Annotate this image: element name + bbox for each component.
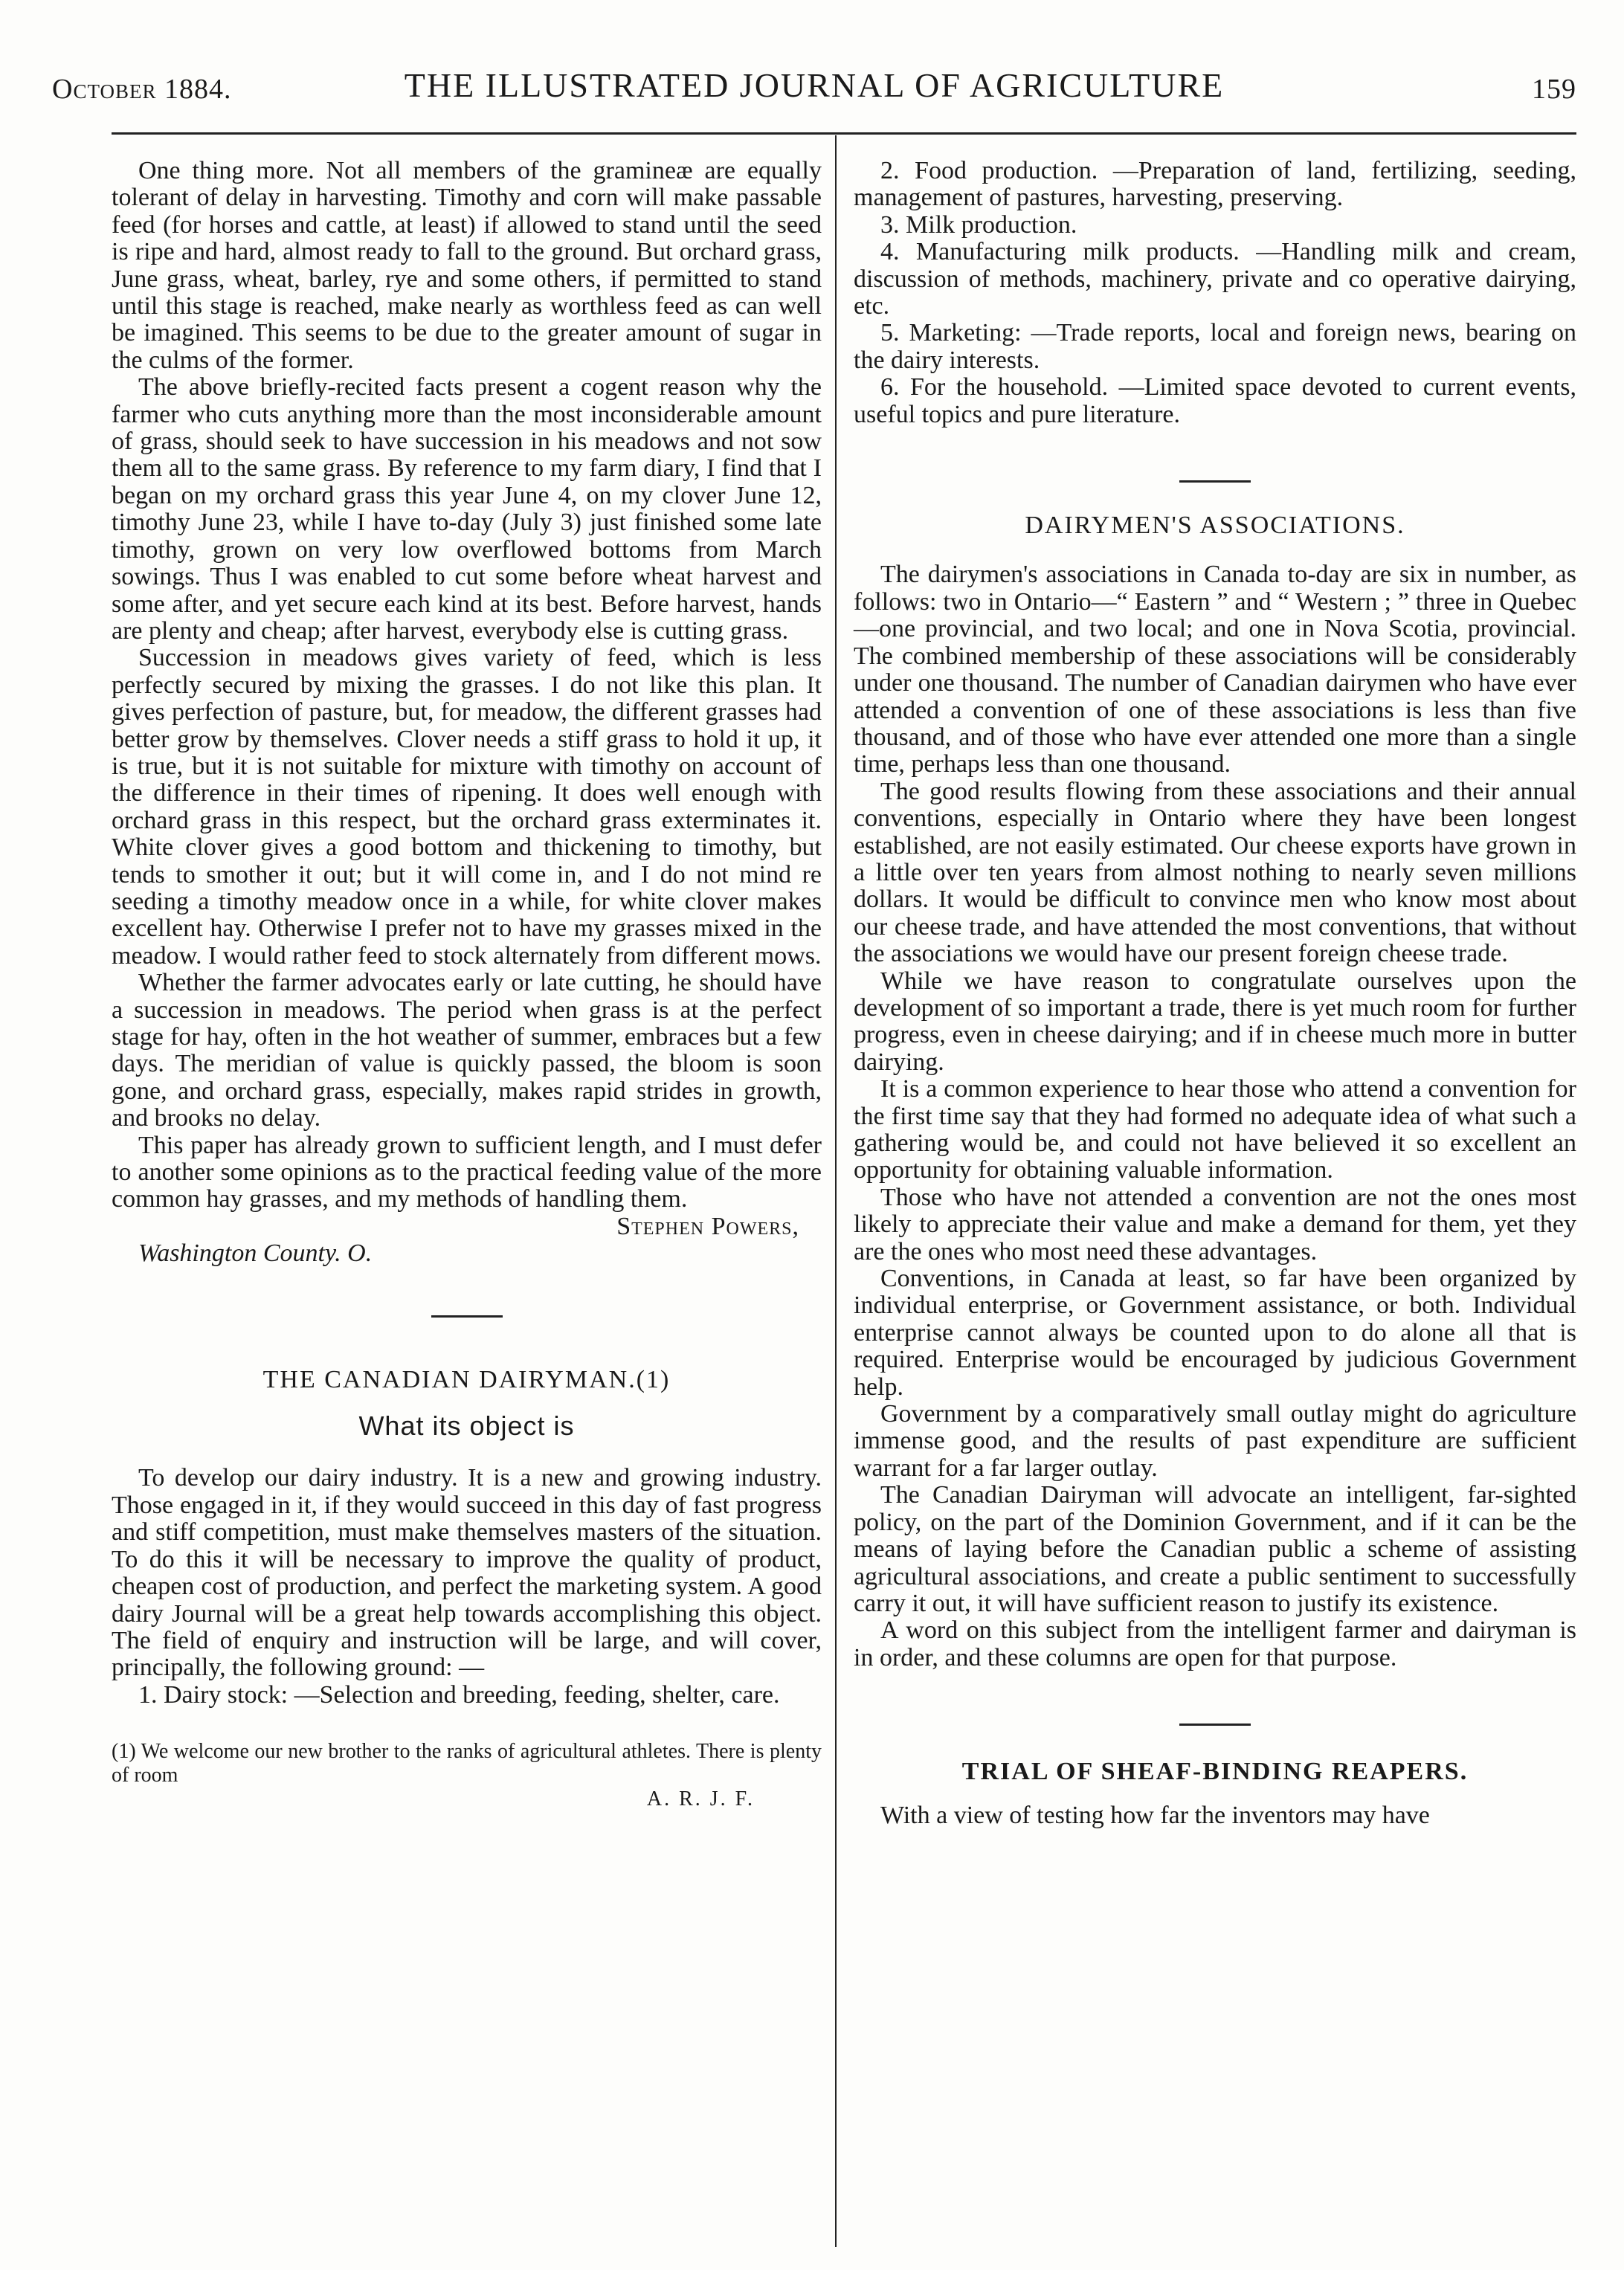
- paragraph: It is a common experience to hear those who attend a convention for the first time say that they had formed no adequate idea of what such a gathering would be, and could not have believed it so excellent an opportunity for obtaining valuable information.: [854, 1075, 1576, 1184]
- header-rule: [112, 132, 1576, 135]
- footnote-text: (1) We welcome our new brother to the ranks of agricultural athletes. There is plenty of room: [112, 1740, 822, 1787]
- section-title-canadian-dairyman: THE CANADIAN DAIRYMAN.(1): [262, 1365, 671, 1393]
- paragraph: Conventions, in Canada at least, so far have been organized by individual enterprise, or Government assistance, or both. Individual enterprise cannot always be counted upon to do alone all that is required. Enterprise would be encouraged by judicious Government help.: [854, 1265, 1576, 1401]
- paragraph: A word on this subject from the intelligent farmer and dairyman is in order, and these columns are open for that purpose.: [854, 1616, 1576, 1671]
- footnote-signature: A. R. J. F.: [646, 1787, 755, 1811]
- paragraph: With a view of testing how far the inventors may have: [880, 1801, 1430, 1829]
- ground-list: [854, 158, 1576, 428]
- paragraph: The good results flowing from these associations and their annual conventions, especially in Ontario where they have been longest established, are not easily estimated. Our cheese exports have grown in a little over ten years from almost nothing to nearly seven millions dollars. It would be difficult to convince men who know most about our cheese trade, and have attended the most conventions, that without the associations we would have our present foreign cheese trade.: [854, 777, 1576, 968]
- running-header: [52, 65, 1576, 110]
- paragraph: While we have reason to congratulate ourselves upon the development of so important a trade, there is yet much room for further progress, even in cheese dairying; and if in cheese much more in butter dairying.: [854, 967, 1576, 1076]
- paragraph: Whether the farmer advocates early or late cutting, he should have a succession in meadows. The period when grass is at the perfect stage for hay, often in the hot weather of summer, embraces but a few days. The meridian of value is quickly passed, the bloom is soon gone, and orchard grass, especially, makes rapid strides in growth, and brooks no delay.: [112, 969, 822, 1132]
- paragraph: This paper has already grown to sufficient length, and I must defer to another some opinions as to the practical feeding value of the more common hay grasses, and my methods of handling them.: [112, 1131, 822, 1213]
- section-separator: [1179, 1724, 1251, 1726]
- paragraph: The dairymen's associations in Canada to-day are six in number, as follows: two in Ontario—“ Eastern ” and “ Western ; ” three in Quebec—one provincial, and two local; and one in Nova Scotia, provincial. The combined membership of these associations will be considerably under one thousand. The number of Canadian dairymen who have ever attended a convention of one of these associations is less than five thousand, and of those who have ever attended one more than a single time, perhaps less than one thousand.: [854, 561, 1576, 778]
- left-column: [112, 158, 822, 1811]
- section-subtitle: What its object is: [358, 1410, 575, 1442]
- list-item: 3. Milk production.: [880, 210, 1077, 239]
- signature-line: [112, 1213, 822, 1240]
- paragraph: To develop our dairy industry. It is a new and growing industry. Those engaged in it, if they would succeed in this day of fast progress and stiff competition, must make themselves masters of the situation. To do this it will be necessary to improve the quality of product, cheapen cost of production, and perfect the marketing system. A good dairy Journal will be a great help towards accomplishing this object. The field of enquiry and instruction will be large, and will cover, principally, the following ground: —: [112, 1464, 822, 1682]
- list-item: 4. Manufacturing milk products. —Handling milk and cream, discussion of methods, machinery, private and co operative dairying, etc.: [854, 238, 1576, 320]
- footnote: [112, 1740, 822, 1811]
- paragraph: Those who have not attended a convention are not the ones most likely to appreciate their value and make a demand for them, yet they are the ones who most need these advantages.: [854, 1183, 1576, 1265]
- paragraph: The above briefly-recited facts present a cogent reason why the farmer who cuts anything more than the most inconsiderable amount of grass, should seek to have succession in his meadows and not sow them all to the same grass. By reference to my farm diary, I find that I began on my orchard grass this year June 4, on my clover June 12, timothy June 23, while I have to-day (July 3) just finished some late timothy, grown on very low overflowed bottoms from March sowings. Thus I was enabled to cut some before wheat harvest and some after, and yet secure each kind at its best. Before harvest, hands are plenty and cheap; after harvest, everybody else is cutting grass.: [112, 373, 822, 645]
- section-title-sheaf-binding-reapers: TRIAL OF SHEAF-BINDING REAPERS.: [961, 1758, 1469, 1786]
- paragraph: Government by a comparatively small outlay might do agriculture immense good, and the results of past expenditure are sufficient warrant for a far larger outlay.: [854, 1400, 1576, 1482]
- header-date: October 1884.: [52, 74, 232, 105]
- list-item: 5. Marketing: —Trade reports, local and foreign news, bearing on the dairy interests.: [854, 319, 1576, 374]
- author-signature: Stephen Powers,: [616, 1212, 799, 1240]
- journal-title: THE ILLUSTRATED JOURNAL OF AGRICULTURE: [404, 66, 1225, 104]
- page-number: 159: [1532, 74, 1576, 105]
- list-item: 1. Dairy stock: —Selection and breeding, feeding, shelter, care.: [138, 1680, 780, 1709]
- footnote-signature-line: [112, 1787, 822, 1811]
- section-title-dairymens-associations: DAIRYMEN'S ASSOCIATIONS.: [1025, 512, 1405, 540]
- list-item: 2. Food production. —Preparation of land, fertilizing, seeding, management of pastures, harvesting, preserving.: [854, 157, 1576, 212]
- paragraph: One thing more. Not all members of the gramineæ are equally tolerant of delay in harvesting. Timothy and corn will make passable feed (for horses and cattle, at least) if allowed to stand until the seed is ripe and hard, almost ready to fall to the ground. But orchard grass, June grass, wheat, barley, rye and some others, if permitted to stand until this stage is reached, make nearly as worthless feed as can well be imagined. This seems to be due to the greater amount of sugar in the culms of the former.: [112, 157, 822, 374]
- column-divider: [835, 135, 837, 2247]
- section-separator: [431, 1315, 503, 1318]
- section-separator: [1179, 480, 1251, 483]
- signature-place: Washington County. O.: [138, 1239, 373, 1268]
- right-column: [854, 158, 1576, 1829]
- list-item: 6. For the household. —Limited space devoted to current events, useful topics and pure literature.: [854, 373, 1576, 428]
- paragraph: The Canadian Dairyman will advocate an intelligent, far-sighted policy, on the part of the Dominion Government, and if it can be the means of laying before the Canadian public a scheme of assisting agricultural associations, and create a public sentiment to successfully carry it out, it will have sufficient reason to justify its existence.: [854, 1481, 1576, 1617]
- paragraph: Succession in meadows gives variety of feed, which is less perfectly secured by mixing the grasses. I do not like this plan. It gives perfection of pasture, but, for meadow, the different grasses had better grow by themselves. Clover needs a stiff grass to hold it up, it is true, but it is not suitable for mixture with timothy on account of the difference in their times of ripening. It does well enough with orchard grass in this respect, but the orchard grass exterminates it. White clover gives a good bottom and thickening to timothy, but tends to smother it out; but it will come in, and I do not mind re seeding a timothy meadow once in a while, for white clover makes excellent hay. Otherwise I prefer not to have my grasses mixed in the meadow. I would rather feed to stock alternately from different mows.: [112, 644, 822, 970]
